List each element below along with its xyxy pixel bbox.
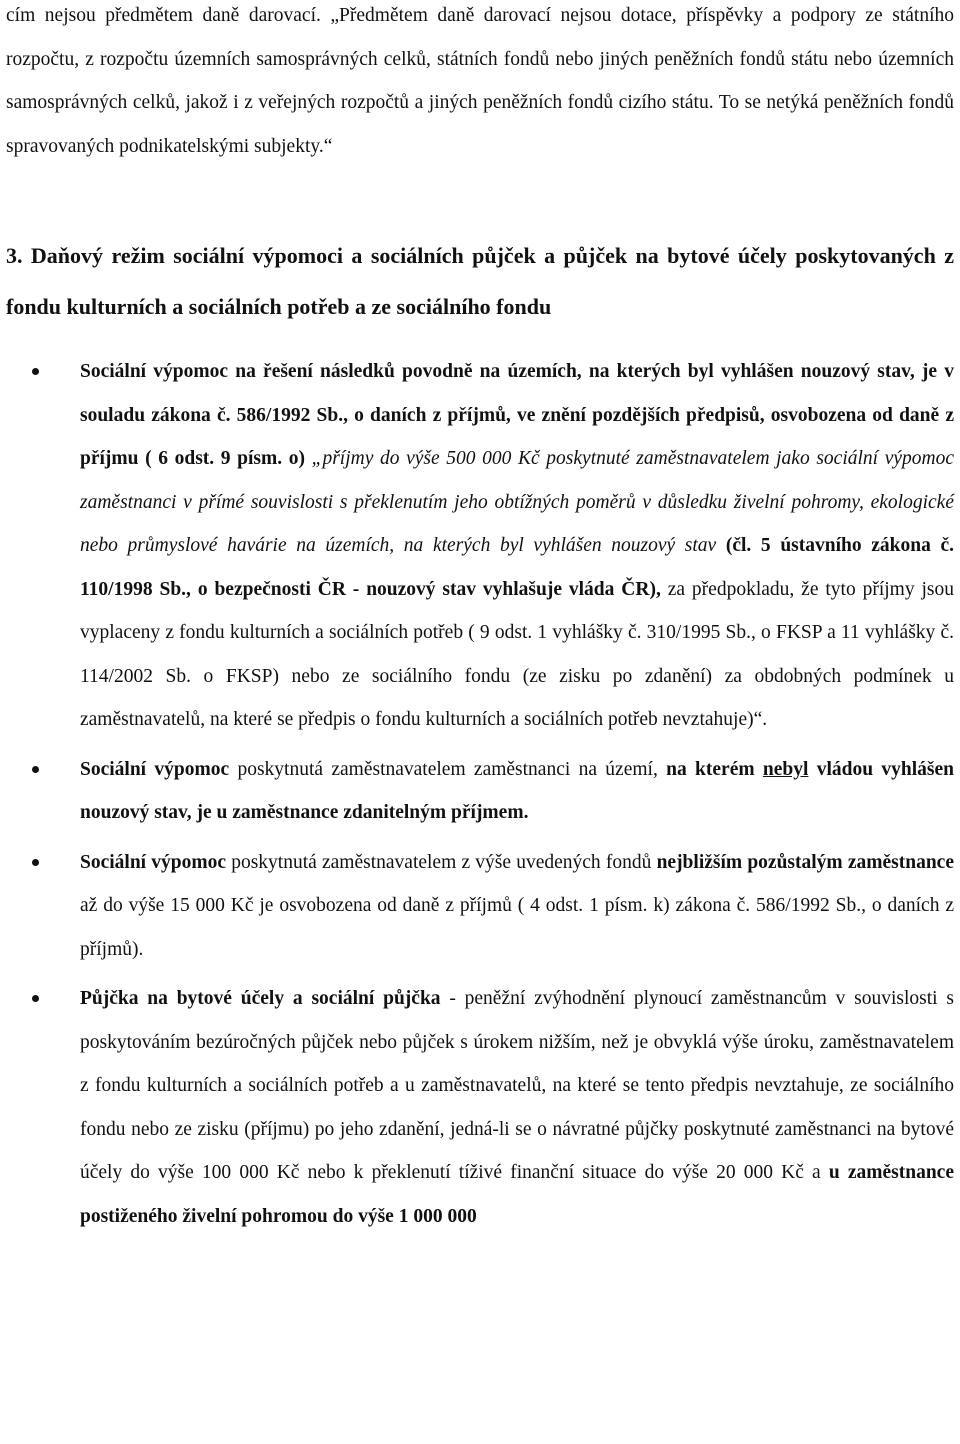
bullet-icon [32,368,39,375]
text-run: na kterém [666,758,763,780]
text-run: poskytnutá zaměstnavatelem zaměstnanci na území, [229,758,667,780]
bullet-list [6,350,954,1238]
section-heading: 3. Daňový režim sociální výpomoci a sociálních půjček a půjček na bytové účely poskytovaných z fondu kulturních a sociálních potřeb a ze sociálního fondu [6,243,954,319]
text-run: u zaměstnance postiženého živelní pohromou do výše 1 000 000 [80,1162,954,1227]
text-run: vládou vyhlášen nouzový stav, je u zaměstnance zdanitelným příjmem. [80,758,954,823]
text-run: „příjmy do výše 500 000 Kč poskytnuté zaměstnavatelem jako sociální výpomoc zaměstnanci v přímé souvislosti s překlenutím jeho obtížných poměrů v důsledku živelní pohromy, ekologické nebo průmyslové havárie na územích, na kterých byl vyhlášen nouzový stav [80,448,954,556]
bullet-item [6,977,954,1238]
text-run: až do výše 15 000 Kč je osvobozena od daně z příjmů ( 4 odst. 1 písm. k) zákona č. 586/1992 Sb., o daních z příjmů). [80,895,954,960]
text-run: (čl. 5 ústavního zákona č. 110/1998 Sb., o bezpečnosti ČR - nouzový stav vyhlašuje vláda ČR), [80,535,954,600]
bullet-item [6,350,954,742]
text-run: cím nejsou předmětem daně darovací. „Předmětem daně darovací nejsou dotace, příspěvky a podpory ze státního rozpočtu, z rozpočtu územních samosprávných celků, státních fondů nebo jiných peněžních fondů státu nebo územních samosprávných celků, jakož i z veřejných rozpočtů a jiných peněžních fondů cizího státu. To se netýká peněžních fondů spravovaných podnikatelskými subjekty.“ [6,5,954,157]
bullet-icon [32,766,39,773]
text-run: - peněžní zvýhodnění plynoucí zaměstnancům v souvislosti s poskytováním bezúročných půjček nebo půjček s úrokem nižším, než je obvyklá výše úroku, zaměstnavatelem z fondu kulturních a sociálních potřeb a u zaměstnavatelů, na které se tento předpis nevztahuje, ze sociálního fondu nebo ze zisku (příjmu) po jeho zdanění, jedná-li se o návratné půjčky poskytnuté zaměstnanci na bytové účely do výše 100 000 Kč nebo k překlenutí tíživé finanční situace do výše 20 000 Kč a [80,988,954,1183]
intro-paragraph [6,0,954,168]
text-run: Sociální výpomoc [80,851,227,873]
bullet-icon [32,995,39,1002]
text-run: Sociální výpomoc na řešení následků povodně na územích, na kterých byl vyhlášen nouzový stav, je v souladu zákona č. 586/1992 Sb., o daních z příjmů, ve znění pozdějších předpisů, osvobozena od daně z příjmu ( 6 odst. 9 písm. o) [80,361,954,469]
bullet-icon [32,859,39,866]
text-run: Sociální výpomoc [80,758,230,780]
bullet-item [6,748,954,835]
bullet-item [6,841,954,972]
text-run: za předpokladu, že tyto příjmy jsou vyplaceny z fondu kulturních a sociálních potřeb ( 9 odst. 1 vyhlášky č. 310/1995 Sb., o FKSP a 11 vyhlášky č. 114/2002 Sb. o FKSP) nebo ze sociálního fondu (ze zisku po zdanění) za obdobných podmínek u zaměstnavatelů, na které se předpis o fondu kulturních a sociálních potřeb nevztahuje)“. [80,578,954,730]
text-run: poskytnutá zaměstnavatelem z výše uvedených fondů [226,851,657,873]
text-run: Půjčka na bytové účely a sociální půjčka [80,988,441,1009]
text-run: nebyl [762,758,809,780]
text-run: nejbližším pozůstalým zaměstnance [656,851,954,873]
